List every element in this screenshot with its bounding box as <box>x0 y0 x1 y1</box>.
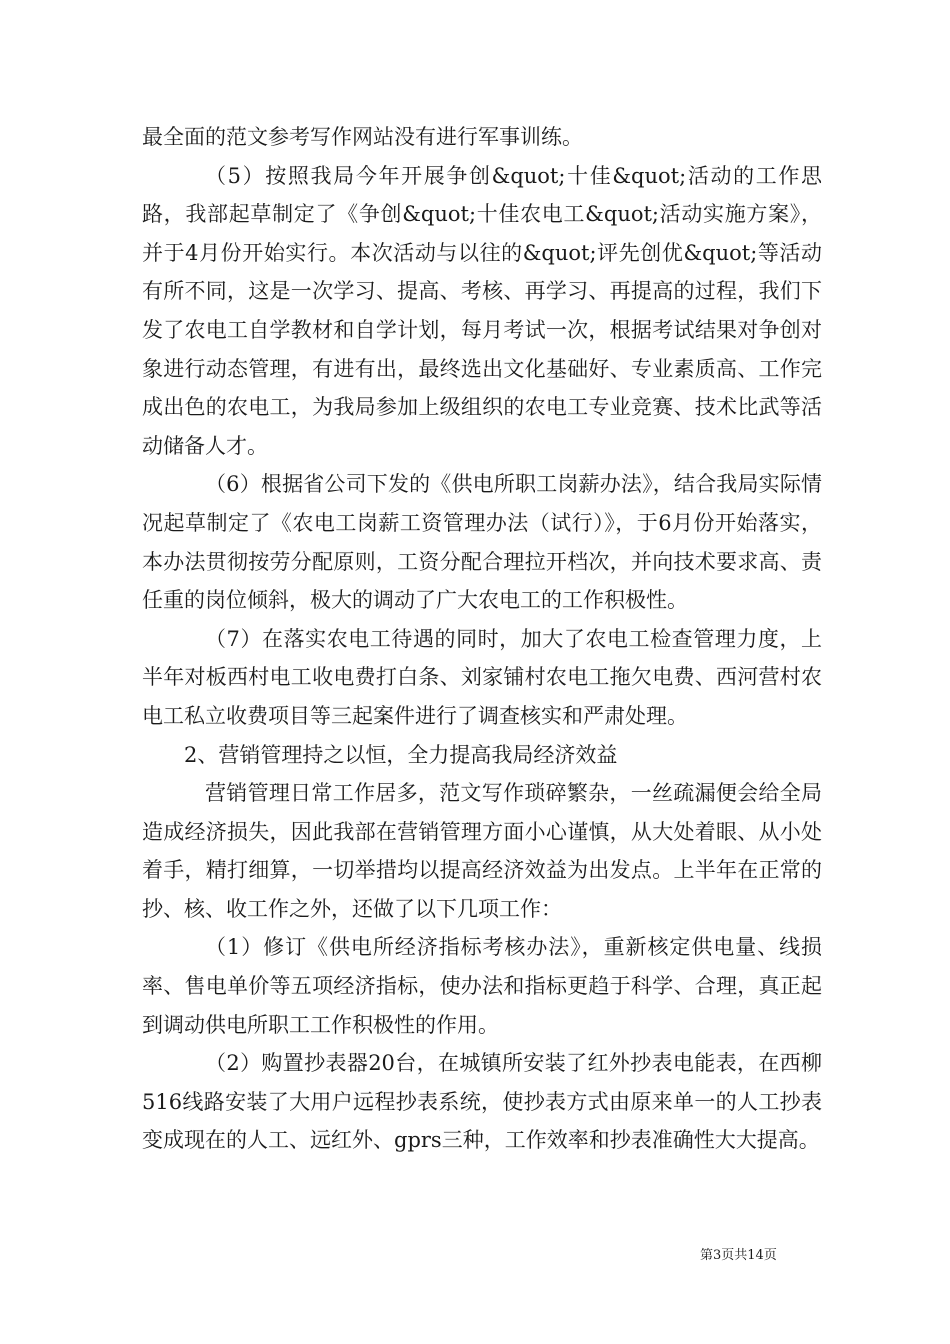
paragraph-continuation: 最全面的范文参考写作网站没有进行军事训练。 <box>142 125 583 149</box>
paragraph-item-5: （5）按照我局今年开展争创&quot;十佳&quot;活动的工作思路，我部起草制定了《争创&quot;十佳农电工&quot;活动实施方案》，并于4月份开始实行。本次活动与以往的&quot;评先创优&quot;等活动有所不同，这是一次学习、提高、考核、再学习、再提高的过程，我们下发了农电工自学教材和自学计划，每月考试一次，根据考试结果对争创对象进行动态管理，有进有出，最终选出文化基础好、专业素质高、工作完成出色的农电工，为我局参加上级组织的农电工专业竞赛、技术比武等活动储备人才。 <box>142 163 822 458</box>
document-body <box>142 118 822 1160</box>
section-heading-marketing: 2、营销管理持之以恒，全力提高我局经济效益 <box>184 742 618 767</box>
paragraph-item-6: （6）根据省公司下发的《供电所职工岗薪办法》，结合我局实际情况起草制定了《农电工岗薪工资管理办法（试行）》，于6月份开始落实，本办法贯彻按劳分配原则，工资分配合理拉开档次，并向技术要求高、责任重的岗位倾斜，极大的调动了广大农电工的工作积极性。 <box>142 472 822 613</box>
paragraph-item-7: （7）在落实农电工待遇的同时，加大了农电工检查管理力度，上半年对板西村电工收电费打白条、刘家铺村农电工拖欠电费、西河营村农电工私立收费项目等三起案件进行了调查核实和严肃处理。 <box>142 626 822 728</box>
paragraph-item-1: （1）修订《供电所经济指标考核办法》，重新核定供电量、线损率、售电单价等五项经济指标，使办法和指标更趋于科学、合理，真正起到调动供电所职工工作积极性的作用。 <box>142 935 822 1037</box>
page-number-footer: 第3页共14页 <box>700 1248 777 1263</box>
paragraph-marketing-intro: 营销管理日常工作居多，范文写作琐碎繁杂，一丝疏漏便会给全局造成经济损失，因此我部在营销管理方面小心谨慎，从大处着眼、从小处着手，精打细算，一切举措均以提高经济效益为出发点。上半年在正常的抄、核、收工作之外，还做了以下几项工作： <box>142 781 822 921</box>
paragraph-item-2: （2）购置抄表器20台，在城镇所安装了红外抄表电能表，在西柳516线路安装了大用户远程抄表系统，使抄表方式由原来单一的人工抄表变成现在的人工、远红外、gprs三种，工作效率和抄表准确性大大提高。 <box>142 1051 822 1153</box>
